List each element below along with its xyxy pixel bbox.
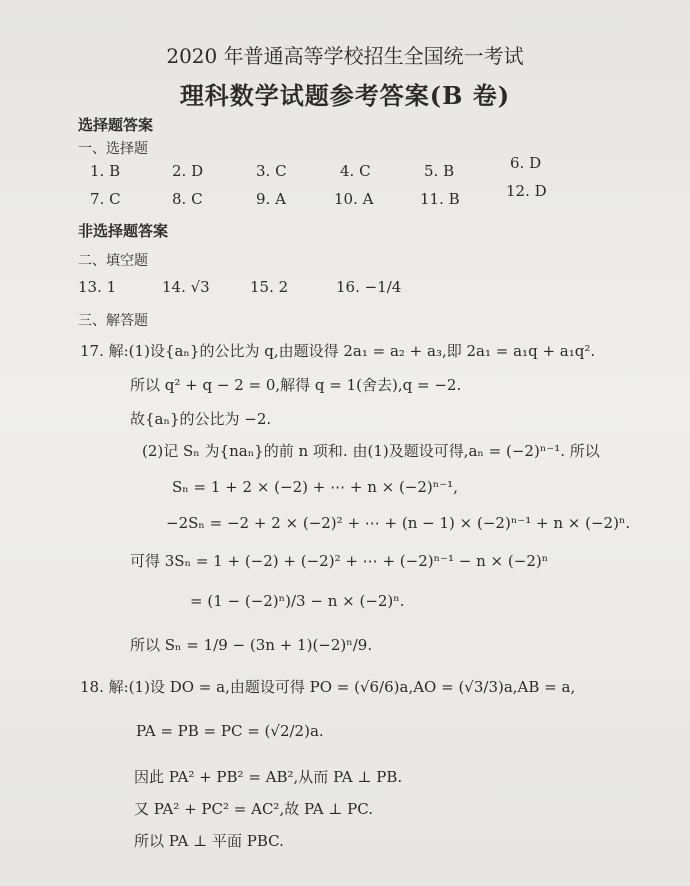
fill-answer-15: 15. 2 [250,278,289,296]
solve-section-label: 三、解答题 [78,313,148,329]
q17-line-4: (2)记 Sₙ 为{naₙ}的前 n 项和. 由(1)及题设可得,aₙ = (−2)ⁿ⁻¹. 所以 [142,442,600,460]
nonchoice-section-label: 非选择题答案 [78,222,169,240]
q18-line-4: 又 PA² + PC² = AC²,故 PA ⊥ PC. [134,800,373,818]
answer-12: 12. D [506,182,547,200]
q17-line-3: 故{aₙ}的公比为 −2. [130,410,272,428]
fill-answer-13: 13. 1 [78,278,117,296]
answer-1: 1. B [90,162,121,180]
answer-10: 10. A [334,190,374,208]
choice-sub-label: 一、选择题 [78,141,148,157]
q18-line-1: 18. 解:(1)设 DO = a,由题设可得 PO = (√6/6)a,AO = (√3/3)a,AB = a, [80,678,576,696]
answer-11: 11. B [420,190,460,208]
q17-line-2: 所以 q² + q − 2 = 0,解得 q = 1(舍去),q = −2. [130,376,462,394]
q18-line-3: 因此 PA² + PB² = AB²,从而 PA ⊥ PB. [134,768,403,786]
answer-9: 9. A [256,190,286,208]
answer-7: 7. C [90,190,121,208]
answer-2: 2. D [172,162,204,180]
exam-title: 2020 年普通高等学校招生全国统一考试 [166,44,524,68]
choice-section-label: 选择题答案 [78,116,154,134]
q17-line-8: = (1 − (−2)ⁿ)/3 − n × (−2)ⁿ. [190,592,405,610]
answer-key-title: 理科数学试题参考答案(B 卷) [179,81,511,110]
q17-line-9: 所以 Sₙ = 1/9 − (3n + 1)(−2)ⁿ/9. [130,636,373,654]
answer-6: 6. D [510,154,542,172]
q18-line-2: PA = PB = PC = (√2/2)a. [136,722,324,740]
q17-line-5: Sₙ = 1 + 2 × (−2) + ⋯ + n × (−2)ⁿ⁻¹, [172,478,458,496]
answer-3: 3. C [256,162,287,180]
q17-line-1: 17. 解:(1)设{aₙ}的公比为 q,由题设得 2a₁ = a₂ + a₃,即 2a₁ = a₁q + a₁q². [80,342,596,360]
answer-5: 5. B [424,162,455,180]
answer-8: 8. C [172,190,203,208]
fill-answer-14: 14. √3 [162,278,210,296]
fill-section-label: 二、填空题 [78,253,148,269]
fill-answer-16: 16. −1/4 [336,278,402,296]
q17-line-7: 可得 3Sₙ = 1 + (−2) + (−2)² + ⋯ + (−2)ⁿ⁻¹ − n × (−2)ⁿ [130,552,549,570]
q17-line-6: −2Sₙ = −2 + 2 × (−2)² + ⋯ + (n − 1) × (−2)ⁿ⁻¹ + n × (−2)ⁿ. [166,514,631,532]
answer-4: 4. C [340,162,371,180]
q18-line-5: 所以 PA ⊥ 平面 PBC. [134,832,284,850]
